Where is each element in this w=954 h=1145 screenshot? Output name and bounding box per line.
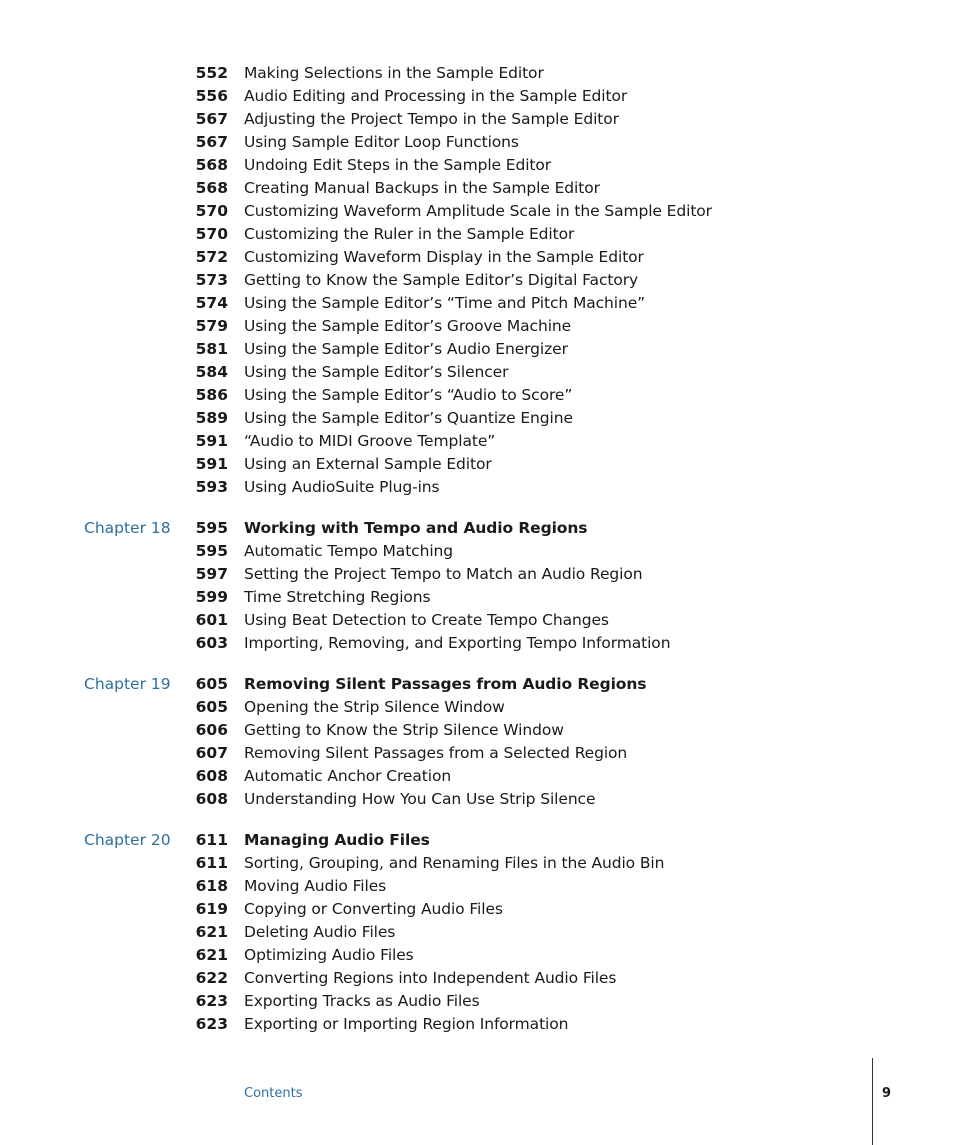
toc-entry[interactable] — [0, 85, 954, 108]
page-number: 619 — [195, 900, 228, 918]
entry-title: Making Selections in the Sample Editor — [244, 64, 544, 82]
entry-title: Using the Sample Editor’s “Audio to Score” — [244, 386, 573, 404]
toc-entry[interactable] — [0, 742, 954, 765]
page-number: 621 — [195, 946, 228, 964]
toc-entry[interactable] — [0, 944, 954, 967]
footer-page-number: 9 — [882, 1086, 892, 1101]
chapter-heading-row[interactable] — [0, 517, 954, 540]
table-of-contents — [0, 62, 954, 1036]
toc-entry[interactable] — [0, 430, 954, 453]
page-number: 589 — [195, 409, 228, 427]
entry-title: Setting the Project Tempo to Match an Audio Region — [244, 565, 643, 583]
toc-entry[interactable] — [0, 407, 954, 430]
entry-title: Deleting Audio Files — [244, 923, 396, 941]
toc-entry[interactable] — [0, 292, 954, 315]
entry-title: Audio Editing and Processing in the Sample Editor — [244, 87, 628, 105]
entry-title: Using the Sample Editor’s Audio Energizer — [244, 340, 568, 358]
entry-title: Adjusting the Project Tempo in the Sample Editor — [244, 110, 619, 128]
toc-entry[interactable] — [0, 990, 954, 1013]
entry-title: Time Stretching Regions — [244, 588, 431, 606]
entry-title: Using AudioSuite Plug-ins — [244, 478, 440, 496]
toc-entry[interactable] — [0, 154, 954, 177]
entry-title: Creating Manual Backups in the Sample Editor — [244, 179, 600, 197]
toc-entry[interactable] — [0, 200, 954, 223]
page-number: 605 — [195, 675, 228, 693]
page-number: 601 — [195, 611, 228, 629]
toc-entry[interactable] — [0, 967, 954, 990]
toc-entry[interactable] — [0, 62, 954, 85]
entry-title: Customizing the Ruler in the Sample Editor — [244, 225, 575, 243]
toc-entry[interactable] — [0, 632, 954, 655]
entry-title: Using the Sample Editor’s “Time and Pitch Machine” — [244, 294, 646, 312]
chapter-heading-row[interactable] — [0, 829, 954, 852]
page-number: 599 — [195, 588, 228, 606]
page-number: 611 — [195, 831, 228, 849]
chapter-title: Managing Audio Files — [244, 831, 430, 849]
entry-title: Exporting Tracks as Audio Files — [244, 992, 480, 1010]
page-number: 579 — [195, 317, 228, 335]
entry-title: Understanding How You Can Use Strip Silence — [244, 790, 596, 808]
toc-entry[interactable] — [0, 1013, 954, 1036]
page-number: 608 — [195, 767, 228, 785]
page-number: 607 — [195, 744, 228, 762]
chapter-title: Working with Tempo and Audio Regions — [244, 519, 588, 537]
toc-entry[interactable] — [0, 384, 954, 407]
chapter-label: Chapter 19 — [84, 675, 171, 693]
chapter-label: Chapter 18 — [84, 519, 171, 537]
entry-title: Automatic Anchor Creation — [244, 767, 452, 785]
toc-entry[interactable] — [0, 765, 954, 788]
page-number: 567 — [195, 110, 228, 128]
entry-title: Using the Sample Editor’s Silencer — [244, 363, 509, 381]
page-number: 622 — [195, 969, 228, 987]
chapter-title: Removing Silent Passages from Audio Regions — [244, 675, 647, 693]
toc-entry[interactable] — [0, 852, 954, 875]
page-number: 608 — [195, 790, 228, 808]
entry-title: Moving Audio Files — [244, 877, 387, 895]
page-number: 605 — [195, 698, 228, 716]
entry-title: Customizing Waveform Display in the Sample Editor — [244, 248, 644, 266]
toc-entry[interactable] — [0, 476, 954, 499]
toc-entry[interactable] — [0, 875, 954, 898]
toc-entry[interactable] — [0, 453, 954, 476]
entry-title: Exporting or Importing Region Information — [244, 1015, 569, 1033]
entry-title: Opening the Strip Silence Window — [244, 698, 505, 716]
toc-entry[interactable] — [0, 586, 954, 609]
page-number: 611 — [195, 854, 228, 872]
entry-title: Automatic Tempo Matching — [244, 542, 453, 560]
toc-entry[interactable] — [0, 177, 954, 200]
page-number: 618 — [195, 877, 228, 895]
toc-entry[interactable] — [0, 131, 954, 154]
entry-title: Using Beat Detection to Create Tempo Changes — [244, 611, 609, 629]
entry-title: Importing, Removing, and Exporting Tempo Information — [244, 634, 671, 652]
toc-entry[interactable] — [0, 338, 954, 361]
chapter-heading-row[interactable] — [0, 673, 954, 696]
page-number: 623 — [195, 1015, 228, 1033]
entry-title: Removing Silent Passages from a Selected Region — [244, 744, 628, 762]
page-number: 586 — [195, 386, 228, 404]
page-number: 568 — [195, 179, 228, 197]
entry-title: Getting to Know the Strip Silence Window — [244, 721, 564, 739]
page-number: 570 — [195, 225, 228, 243]
page-number: 574 — [195, 294, 228, 312]
entry-title: Using the Sample Editor’s Groove Machine — [244, 317, 572, 335]
page-number: 597 — [195, 565, 228, 583]
page-number: 603 — [195, 634, 228, 652]
page-number: 556 — [195, 87, 228, 105]
toc-entry[interactable] — [0, 921, 954, 944]
page-number: 568 — [195, 156, 228, 174]
toc-entry[interactable] — [0, 609, 954, 632]
entry-title: Sorting, Grouping, and Renaming Files in the Audio Bin — [244, 854, 665, 872]
page-number: 595 — [195, 542, 228, 560]
page-number: 584 — [195, 363, 228, 381]
entry-title: Using the Sample Editor’s Quantize Engine — [244, 409, 573, 427]
entry-title: Getting to Know the Sample Editor’s Digital Factory — [244, 271, 639, 289]
entry-title: Using Sample Editor Loop Functions — [244, 133, 519, 151]
entry-title: Undoing Edit Steps in the Sample Editor — [244, 156, 552, 174]
toc-entry[interactable] — [0, 246, 954, 269]
entry-title: Optimizing Audio Files — [244, 946, 414, 964]
page-number: 567 — [195, 133, 228, 151]
entry-title: “Audio to MIDI Groove Template” — [244, 432, 496, 450]
toc-entry[interactable] — [0, 269, 954, 292]
page-number: 572 — [195, 248, 228, 266]
toc-entry[interactable] — [0, 563, 954, 586]
footer-section-label: Contents — [244, 1086, 303, 1101]
entry-title: Customizing Waveform Amplitude Scale in the Sample Editor — [244, 202, 712, 220]
page-number: 595 — [195, 519, 228, 537]
page-number: 581 — [195, 340, 228, 358]
page-number: 621 — [195, 923, 228, 941]
chapter-label: Chapter 20 — [84, 831, 171, 849]
toc-entry[interactable] — [0, 540, 954, 563]
page-number: 570 — [195, 202, 228, 220]
entry-title: Using an External Sample Editor — [244, 455, 492, 473]
toc-entry[interactable] — [0, 719, 954, 742]
entry-title: Copying or Converting Audio Files — [244, 900, 503, 918]
toc-entry[interactable] — [0, 696, 954, 719]
toc-entry[interactable] — [0, 223, 954, 246]
entry-title: Converting Regions into Independent Audio Files — [244, 969, 617, 987]
toc-entry[interactable] — [0, 361, 954, 384]
page-number: 591 — [195, 455, 228, 473]
toc-entry[interactable] — [0, 898, 954, 921]
toc-entry[interactable] — [0, 315, 954, 338]
page-number: 606 — [195, 721, 228, 739]
page-number: 573 — [195, 271, 228, 289]
page-number: 591 — [195, 432, 228, 450]
toc-entry[interactable] — [0, 788, 954, 811]
page-number: 623 — [195, 992, 228, 1010]
toc-entry[interactable] — [0, 108, 954, 131]
page-number: 593 — [195, 478, 228, 496]
page-number: 552 — [195, 64, 228, 82]
footer-divider — [872, 1058, 873, 1145]
